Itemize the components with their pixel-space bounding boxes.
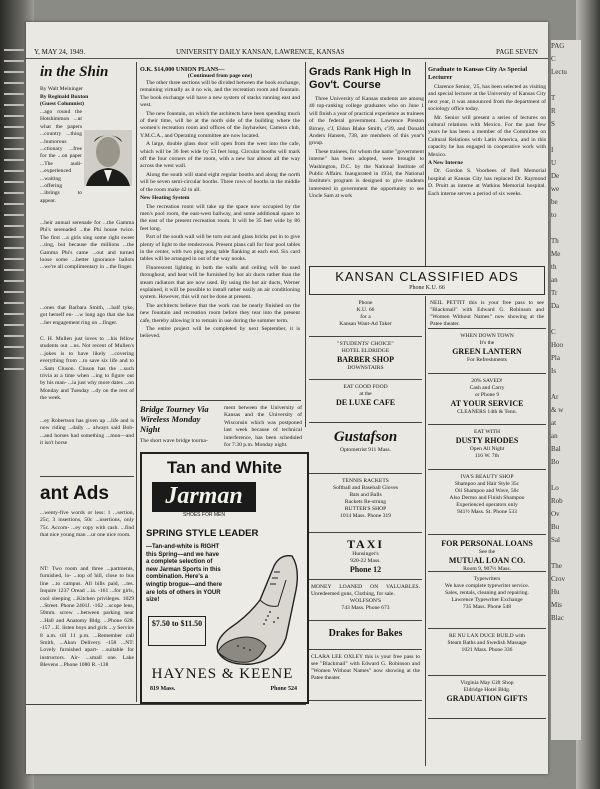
paragraph: The other three sections will be divided between the book exchange, remaining virtually as it no wis, and the recreation room and fountain. The book exchange will have a new system of stacks running east and west. bbox=[140, 80, 300, 109]
next-page-fragment: an bbox=[551, 432, 558, 440]
classified-ad-line: MONEY LOANED ON VALUABLES. Unredeemed guns, Clothing, for sale. bbox=[311, 584, 420, 597]
classified-ad-line: Rackets Re-strung bbox=[344, 499, 387, 505]
classified-ad-line: for a bbox=[360, 314, 371, 320]
next-page-fragment: PAG bbox=[551, 42, 565, 50]
jarman-tagline: SHOES FOR MEN bbox=[183, 512, 225, 518]
grads-article bbox=[309, 96, 424, 266]
classified-ad-line: Virginia May Gift Shop bbox=[460, 680, 514, 686]
classified-ad-line: 20% SAVED! bbox=[471, 378, 503, 384]
column-title: in the Shin bbox=[40, 64, 109, 80]
graduate-headline: Graduate to Kansas City As Special Lecturer bbox=[428, 66, 528, 81]
jarman-logo: Jarman bbox=[152, 482, 256, 512]
ad-headline: Tan and White bbox=[167, 458, 282, 477]
classified-ad-line: 116 W. 7th bbox=[474, 453, 500, 459]
next-page-fragment: Sal bbox=[551, 536, 560, 544]
next-page-fragment: th bbox=[551, 263, 557, 271]
classified-ad-line: GREEN LANTERN bbox=[452, 347, 522, 356]
header-date: Y, MAY 24, 1949. bbox=[34, 48, 86, 56]
classified-ad bbox=[428, 537, 546, 572]
next-page-fragment: T bbox=[551, 94, 556, 102]
next-page-fragment: Hu bbox=[551, 588, 560, 596]
column-rule bbox=[425, 62, 426, 267]
next-page-fragment: Ov bbox=[551, 510, 560, 518]
want-ads-rates: ...wenty-five words or less: 1 ...sertion, 25c; 3 insertions, 50c ...nsertions, only 75c. Accom- ...ey copy with cash. ...find that nice young man ...ur one nice room. bbox=[40, 510, 134, 539]
classified-ad bbox=[309, 652, 422, 701]
next-page-fragment: U bbox=[551, 159, 557, 167]
next-page-fragment bbox=[551, 79, 581, 92]
next-page-fragment bbox=[551, 222, 581, 235]
bridge-article-continued: ment between the University of Kansas and the University of Wisconsin which was postponed last week because of technical interference, has been scheduled for 7:30 p.m. Monday night. bbox=[224, 405, 302, 449]
byline-guest: By Reginald Buxton bbox=[40, 94, 89, 100]
next-page-fragment: Crov bbox=[551, 575, 565, 583]
classified-ad-line: Softball and Baseball Gloves bbox=[332, 485, 399, 491]
next-page-fragment: Bal bbox=[551, 445, 561, 453]
next-page-fragment bbox=[551, 313, 581, 326]
classified-ad bbox=[428, 331, 546, 374]
store-phone: Phone 524 bbox=[270, 686, 297, 692]
next-page-fragment: R bbox=[551, 107, 556, 115]
next-page-fragment: Da bbox=[551, 302, 560, 310]
classified-ad-line: Steam Baths and Swedish Massage bbox=[447, 640, 527, 646]
classified-ad-line: EAT GOOD FOOD bbox=[343, 384, 388, 390]
paragraph: The recreation room will take up the space now occupied by the men's pool room, the east-west hallway, and some additional space to the east of the present recreation room. It will be 35 feet wide by 86 feet long. bbox=[140, 203, 300, 232]
classified-ad-line: BARBER SHOP bbox=[336, 355, 395, 364]
store-address: 819 Mass. bbox=[150, 686, 176, 692]
next-page-fragment: Tr bbox=[551, 289, 558, 297]
column-text: C. H. Mullen just loves to ...his fellow students out ...ns. Not recent of Mullen's ...jokes is to have likely ...covering everything from ...to save six life and to ...Sam Cluson. Cluson has the ...such trivia at a time when ...ing to figure out by his man- ...ia just why more dates ...on Monday and Tuesday ...dy on the rest of the week. bbox=[40, 336, 134, 402]
bridge-headline: Bridge Tourney Via Wireless Monday Night bbox=[140, 404, 209, 434]
classified-phone: Phone K.U. 66 bbox=[409, 285, 445, 291]
next-page-fragment: C bbox=[551, 328, 556, 336]
classified-ad-line: RUTTER'S SHOP bbox=[344, 506, 387, 512]
next-page-fragment: Bo bbox=[551, 458, 560, 466]
next-page-fragment: at bbox=[551, 419, 557, 427]
continued-note: (Continued from page one) bbox=[187, 73, 253, 79]
classified-ad bbox=[309, 382, 422, 423]
paragraph: The entire project will be completed by next September, it is believed. bbox=[140, 326, 300, 340]
classified-ad-line: NEIL PETTIT this is your free pass to see "Blackmail" with Edward G. Robinson and "Women Without Names" now showing at the Patee theater. bbox=[430, 300, 544, 327]
classified-ad bbox=[309, 425, 422, 474]
classified-ad bbox=[428, 376, 546, 425]
next-page-fragment: Me bbox=[551, 250, 561, 258]
next-page-fragment: S bbox=[551, 120, 555, 128]
bridge-article-start: The short wave bridge tourna- bbox=[140, 438, 208, 444]
paragraph: The new fountain, on which the architects have been spending much of their time, will be at the north side of the building where the women's recreation room and offices of the Jayhawker, Camera club, Y.M.C.A., and Operating committee are now located. bbox=[140, 110, 300, 139]
column-text: ...ago round the Hotshimmon ...ut what the papers ...country ...thing ...humorous ...ctionary ...free for the ...on paper ...The audi- ...experienced ...waiting ...offering ...ibrings to appear. bbox=[40, 109, 82, 204]
byline: By Walt Meininger bbox=[40, 86, 83, 92]
classified-ad-line: MUTUAL LOAN CO. bbox=[448, 556, 526, 565]
classified-ad-line: Phone 12 bbox=[349, 565, 382, 574]
ad-price: $7.50 to $11.50 bbox=[148, 616, 206, 646]
classified-ad bbox=[309, 623, 422, 650]
classified-ad-line: 941½ Mass. St. Phone 533 bbox=[457, 509, 517, 515]
classified-ad bbox=[428, 427, 546, 470]
paragraph: The architects believe that the work can be nearly finished on the new fountain and recreation room before they tear into the present cafe, thereby allowing it to remain in use during the summer term. bbox=[140, 302, 300, 324]
classified-ad-line: Optometrist 911 Mass. bbox=[340, 447, 391, 453]
ad-subheadline: SPRING STYLE LEADER bbox=[146, 528, 259, 539]
classified-ad bbox=[428, 631, 546, 676]
classified-ad-line: RE NU LAX DUCE BUILD with bbox=[449, 633, 525, 639]
column-text: ...ey Robertson has given up ...life and is now riding ...daily ... always said Bob- ...and horses had something ...mon—and it isn't horse bbox=[40, 418, 134, 447]
classified-ad-line: CLARA LEE OXLEY this is your free pass to see "Blackmail" with Edward G. Robinson and "Women Without Names" now showing at the Patee theater. bbox=[311, 654, 420, 681]
next-page-fragment: Th bbox=[551, 237, 559, 245]
classified-ad-line: DOWNSTAIRS bbox=[347, 365, 384, 371]
classified-ad-line: CLEANERS 14th & Tenn. bbox=[457, 409, 517, 415]
classified-ad-line: Also Dermo and Finish Shampoo bbox=[449, 495, 525, 501]
column-rule bbox=[425, 296, 426, 766]
paragraph: Clarence Senior, '25, has been selected as visiting and special lecturer at the University of Kansas City next year, it was announced from the department of sociology office today. bbox=[428, 84, 546, 113]
next-page-fragment bbox=[551, 469, 581, 482]
byline-guest-label: (Guest Columnist) bbox=[40, 101, 84, 107]
next-page-fragment: I bbox=[551, 146, 554, 154]
header-page-number: PAGE SEVEN bbox=[496, 48, 538, 56]
classified-ad-line: 1021 Mass. Phone 336 bbox=[461, 647, 513, 653]
paragraph: Part of the south wall will be torn out and glass bricks put in to give plenty of light to the rendezvous. Present plans call for four pool tables in the center, with two ping pong table flanking at each end. Six card tables will be arranged in out of the way nooks. bbox=[140, 234, 300, 263]
paragraph: Along the south will stand eight regular booths and along the north will be seven semi-circular booths. Three rows of booths in the middle of the room make 42 in all. bbox=[140, 171, 300, 193]
next-page-fragment: Pla bbox=[551, 354, 560, 362]
classified-ad-line: 735 Mass. Phone 548 bbox=[462, 604, 512, 610]
next-page-fragment: Lectu bbox=[551, 68, 567, 76]
grads-headline: Grads Rank High In Gov't. Course bbox=[309, 66, 412, 91]
section-divider bbox=[40, 476, 134, 477]
columnist-portrait-photo bbox=[84, 130, 132, 186]
paragraph: A large, double glass door will open from the west into the cafe, which will be 36 feet wide by 53 feet long. Circular booths will mark off the four corners of the room, with a new bar almost all the way across the west wall. bbox=[140, 141, 300, 170]
want-ads-title: ant Ads bbox=[40, 483, 109, 504]
next-page-fragment: Bu bbox=[551, 523, 560, 531]
classified-ad-line: K.U. 66 bbox=[356, 307, 375, 313]
newspaper-page bbox=[26, 22, 548, 774]
classified-ad-line: Phone bbox=[358, 300, 373, 306]
classified-banner bbox=[309, 266, 545, 295]
classified-ad-line: We have complete typewriter service. bbox=[444, 583, 530, 589]
graduate-article bbox=[428, 84, 546, 264]
classified-ad-line: See the bbox=[478, 549, 496, 555]
ad-body: —Tan-and-white is RIGHT this Spring—and we have a complete selection of new Jarman Sports in this combination. Here's a wingtip brogue—and there are lots of others in YOUR size! bbox=[146, 544, 222, 604]
column-rule bbox=[136, 62, 137, 702]
classified-ad bbox=[428, 298, 546, 329]
classified-ad-line: at the bbox=[359, 391, 372, 397]
classified-ad-line: Lawrence Typewriter Exchange bbox=[451, 597, 523, 603]
classified-ad-line: DE LUXE CAFE bbox=[335, 398, 396, 407]
column-text: ...heir annual serenade for ...the Gamma Phi's serenaded ...the Phi house twice. The first ...a girls sing some right sweet ...ting, but because the millions ...the Gamma Phi's came ...out and turned loose some ...better ignorance ballots ...we're all complimentary in ...the finger. bbox=[40, 220, 134, 271]
classified-ad-line: Kansan Want-Ad Taker bbox=[339, 321, 392, 327]
classified-ad bbox=[428, 472, 546, 535]
next-page-fragment: to bbox=[551, 211, 557, 219]
classified-ad-line: FOR PERSONAL LOANS bbox=[441, 539, 533, 548]
paragraph: Dr. Gordon S. Voorhees of Bell Memorial hospital at Kansas City has replaced Dr. Raymond D. Pruitt as interne at Watkins Memorial hospital. Each interne serves a period of six weeks. bbox=[428, 168, 546, 197]
classified-ad-line: DUSTY RHODES bbox=[455, 436, 519, 445]
previous-page-edge bbox=[0, 40, 28, 740]
classified-ad-line: Cash and Carry bbox=[469, 385, 505, 391]
page-header bbox=[26, 48, 548, 59]
classified-ad-line: IVA'S BEAUTY SHOP bbox=[460, 474, 514, 480]
column-text: ...ones that Barbara Smith, ...half tyke, got herself en- ...w long ago that she has ...her engagement ring on ...finger. bbox=[40, 305, 134, 326]
classified-ad-line: 743 Mass. Phone 673 bbox=[341, 605, 390, 611]
classified-ad-line: Sales, rentals, cleaning and repairing. bbox=[445, 590, 529, 596]
classified-title: KANSAN CLASSIFIED ADS bbox=[335, 269, 519, 284]
classified-ad-line: AT YOUR SERVICE bbox=[450, 399, 524, 408]
classified-ad-line: Drakes for Bakes bbox=[328, 628, 403, 639]
classified-ad bbox=[309, 298, 422, 337]
classified-ad-line: "STUDENTS' CHOICE" bbox=[337, 341, 394, 347]
next-page-fragment: Blac bbox=[551, 614, 564, 622]
classified-ad-line: Gustafson bbox=[333, 429, 398, 445]
next-page-edge bbox=[551, 40, 581, 740]
classified-ad-line: Experienced operators only bbox=[456, 502, 518, 508]
column-rule bbox=[305, 62, 306, 427]
classified-ad bbox=[309, 535, 422, 580]
classified-ad bbox=[309, 476, 422, 533]
next-page-fragment: we bbox=[551, 185, 560, 193]
subheading: A New Interne bbox=[428, 160, 463, 167]
next-page-fragment: be bbox=[551, 198, 558, 206]
subheading: New Heating System bbox=[140, 195, 190, 202]
next-page-fragment: Hoo bbox=[551, 341, 564, 349]
classified-ad-line: HOTEL ELDRIDGE bbox=[341, 348, 390, 354]
next-page-fragment bbox=[551, 378, 581, 391]
paragraph: Fluorescent lighting in both the walls and ceiling will be used throughout, and heat will be furnished by hot air ducts rather than the steam radiators that are now used. By using the hot air ducts, Werner explained, it will be possible to install rather easily an air conditioning system. However, this will not be done at present. bbox=[140, 264, 300, 301]
classified-ad-line: Typewriters bbox=[473, 576, 501, 582]
next-page-fragment: Mis bbox=[551, 601, 562, 609]
classified-ad-line: EAT WITH bbox=[473, 429, 501, 435]
shoe-illustration bbox=[208, 550, 304, 668]
classified-ad-line: Hunsinger's bbox=[352, 551, 379, 557]
next-page-fragment: an bbox=[551, 276, 558, 284]
union-plans-headline: O.K. $14,000 UNION PLANS— bbox=[140, 66, 225, 73]
next-page-fragment: Is bbox=[551, 367, 557, 375]
union-plans-article bbox=[140, 80, 300, 402]
classified-left-column bbox=[309, 296, 422, 766]
paragraph: Three University of Kansas students are among 40 top-ranking college graduates who on June 1 will finish a year of practical experience as trainees of the federal government. Lawrence Preston Birney, c'J, Eldon Blake Smith, c'39, and Donald Anders Hansen, 738, are members of this year's group. bbox=[309, 96, 424, 147]
classified-ad-line: Open All Night bbox=[469, 446, 505, 452]
header-paper-name: UNIVERSITY DAILY KANSAN, LAWRENCE, KANSAS bbox=[176, 48, 345, 56]
classified-ad-line: Oil Shampoo and Wave, 50c bbox=[455, 488, 519, 494]
classified-ad bbox=[428, 574, 546, 629]
classified-ad-line: or Phone 9 bbox=[474, 392, 500, 398]
next-page-fragment bbox=[551, 131, 581, 144]
classified-ad bbox=[428, 678, 546, 719]
page-bottom-rule bbox=[26, 704, 306, 705]
paragraph: These trainees, for whom the name "government interne" has been adopted, were brought to Washington, D.C. by the National Institute of Public Affairs. Inaugurated in 1934, the National Institute's program is designed to give students interested in government the opportunity to see Uncle Sam at work bbox=[309, 148, 424, 200]
next-page-fragment: The bbox=[551, 562, 562, 570]
classified-ad-line: For Refreshments bbox=[467, 357, 507, 363]
next-page-fragment: Lo bbox=[551, 484, 559, 492]
classified-ad-line: TENNIS RACKETS bbox=[342, 478, 389, 484]
classified-ad-line: TAXI bbox=[346, 537, 385, 551]
next-page-fragment: Rob bbox=[551, 497, 563, 505]
haynes-keene-shoe-ad bbox=[140, 452, 309, 704]
classified-ad-line: 1014 Mass. Phone 319 bbox=[340, 513, 391, 519]
classified-ad-line: It's the bbox=[479, 340, 495, 346]
classified-ad-line: WHEN DOWN TOWN bbox=[460, 333, 514, 339]
classified-right-column bbox=[428, 296, 546, 766]
classified-ad-line: Room 9, 907½ Mass. bbox=[463, 566, 511, 572]
store-name: HAYNES & KEENE bbox=[151, 666, 294, 682]
classified-ad-line: GRADUATION GIFTS bbox=[446, 694, 528, 703]
section-divider bbox=[140, 400, 301, 401]
next-page-fragment: Ar bbox=[551, 393, 559, 401]
next-page-fragment: De bbox=[551, 172, 560, 180]
want-ads-listings: NT: Two room and three ...partments, furnished, lo- ...top of hill, close to bus line ...to campus. All bills paid, ...tes. Inquire 1237 Oread ...ia. -161 ...for girls, cool sleeping ...Kitchen privileges. 1029 ...Street. Phone 2401J. -162 ...scope lens, 50mm. screw ...between parking near ...Hall and Anatomy Bldg. ...Phone 628. -157 ...E. listen boys and girls ...y Service 8 a.m. till 11 p.m. ...Remember call Smith, ...Akon Delivery. -158 ...NT: Lovely furnished apart- ...suitable for instructors. Air- ...small one. Lake Blevens ...Phone 1080 R. -138 bbox=[40, 566, 134, 669]
classified-ad-line: Bats and Balls bbox=[349, 492, 382, 498]
classified-ad-line: Shampoo and Hair Style 35c bbox=[454, 481, 520, 487]
next-page-fragment: & w bbox=[551, 406, 564, 414]
classified-ad bbox=[309, 339, 422, 380]
classified-ad-line: WOLFSON'S bbox=[349, 598, 382, 604]
paragraph: Mr. Senior will present a series of lectures on cultural relations with Mexico. For the past few years he has been a member of the Committee on Cultural Relations with Latin America, and in this capacity he has engaged in cooperative work with Mexico. bbox=[428, 114, 546, 158]
next-page-fragment bbox=[551, 547, 581, 560]
next-page-fragment: C bbox=[551, 55, 556, 63]
classified-ad bbox=[309, 582, 422, 621]
classified-ad-line: 920-22 Mass. bbox=[350, 558, 381, 564]
classified-ad-line: Eldridge Hotel Bldg. bbox=[463, 687, 511, 693]
